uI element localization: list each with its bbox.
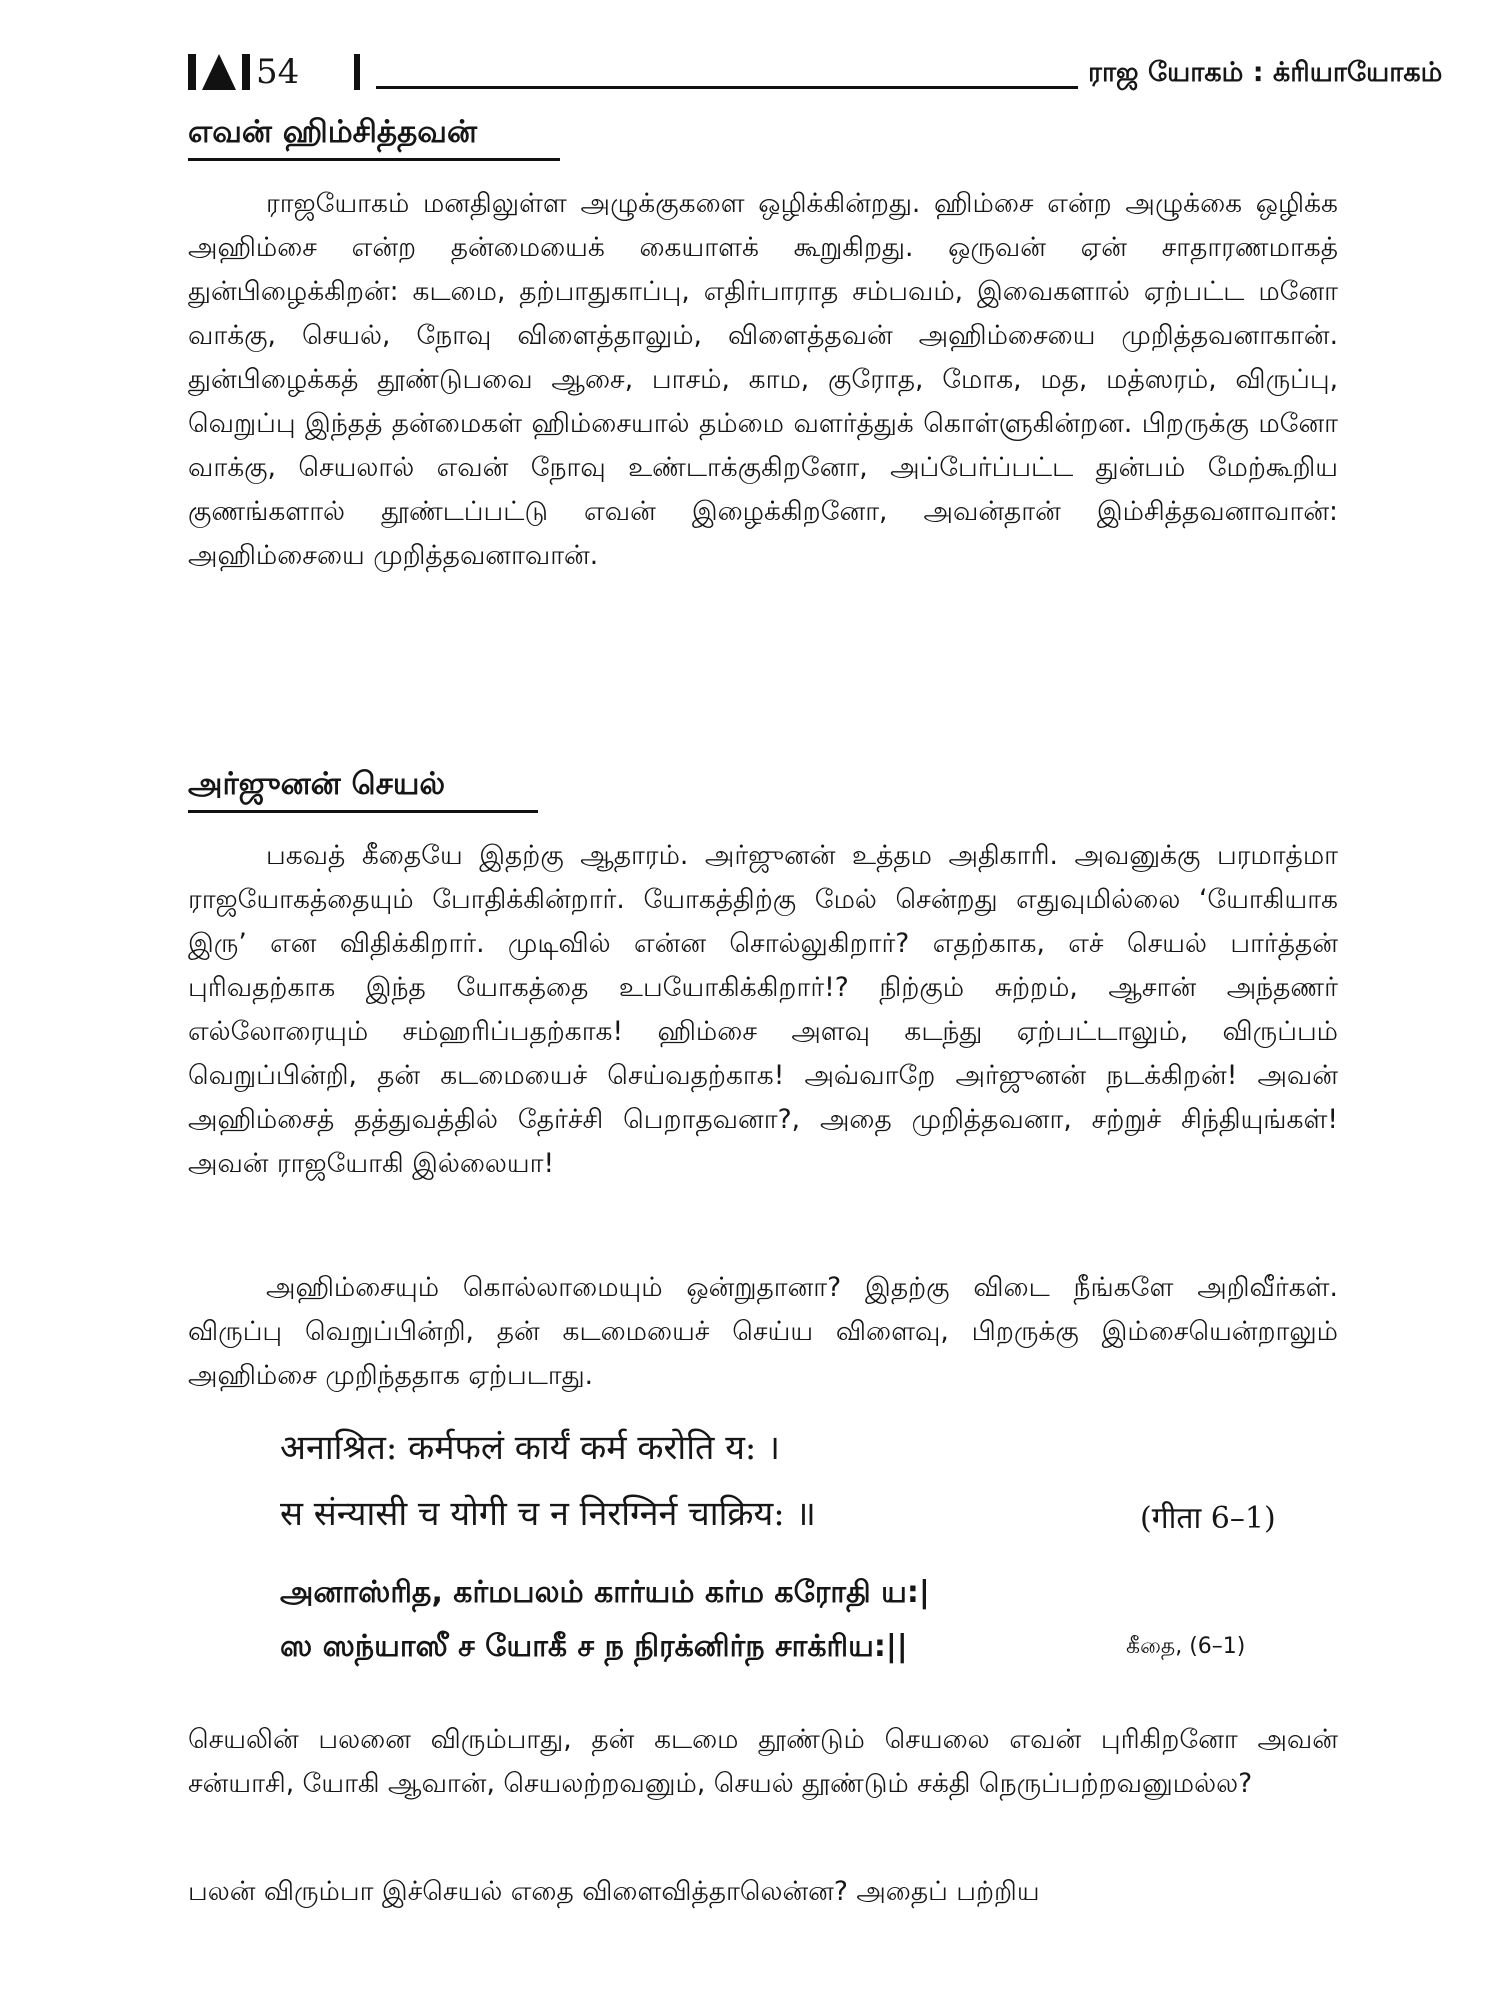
tamil-transliteration-line: அனாஸ்ரித, கர்மபலம் கார்யம் கர்ம கரோதி ய:|: [280, 1575, 930, 1610]
header-rule: [376, 86, 1078, 89]
header-bar: [354, 54, 360, 90]
sanskrit-verse-line: स संन्यासी च योगी च न निरग्निर्न चाक्रिय: ॥: [280, 1494, 816, 1534]
paragraph: பலன் விரும்பா இச்செயல் எதை விளைவித்தாலென்ன? அதைப் பற்றிய: [188, 1876, 1040, 1907]
running-header: [188, 50, 1443, 98]
tamil-transliteration-line: ஸ ஸந்யாஸீ ச யோகீ ச ந நிரக்னிர்ந சாக்ரிய:||: [280, 1629, 908, 1664]
section-heading: எவன் ஹிம்சித்தவன்: [188, 114, 478, 150]
heading-underline: [188, 810, 538, 813]
paragraph: அஹிம்சையும் கொல்லாமையும் ஒன்றுதானா? இதற்கு விடை நீங்களே அறிவீர்கள். விருப்பு வெறுப்பின்றி, தன் கடமையைச் செய்ய விளைவு, பிறருக்கு இம்சையென்றாலும் அஹிம்சை முறிந்ததாக ஏற்படாது.: [188, 1272, 1338, 1391]
page-number: 54: [256, 52, 300, 92]
paragraph: பகவத் கீதையே இதற்கு ஆதாரம். அர்ஜுனன் உத்தம அதிகாரி. அவனுக்கு பரமாத்மா ராஜயோகத்தையும் போதிக்கின்றார். யோகத்திற்கு மேல் சென்றது எதுவுமில்லை ‘யோகியாக இரு’ என விதிக்கிறார். முடிவில் என்ன சொல்லுகிறார்? எதற்காக, எச் செயல் பார்த்தன் புரிவதற்காக இந்த யோகத்தை உபயோகிக்கிறார்!? நிற்கும் சுற்றம், ஆசான் அந்தணர் எல்லோரையும் சம்ஹரிப்பதற்காக! ஹிம்சை அளவு கடந்து ஏற்பட்டாலும், விருப்பம் வெறுப்பின்றி, தன் கடமையைச் செய்வதற்காக! அவ்வாறே அர்ஜுனன் நடக்கிறன்! அவன் அஹிம்சைத் தத்துவத்தில் தேர்ச்சி பெறாதவனா?, அதை முறித்தவனா, சற்றுச் சிந்தியுங்கள்! அவன் ராஜயோகி இல்லையா!: [188, 840, 1338, 1179]
publisher-logo-icon: [188, 52, 250, 92]
sanskrit-verse-line: अनाश्रित: कर्मफलं कार्यं कर्म करोति य: ।: [280, 1428, 781, 1468]
running-title: ராஜ யோகம் : க்ரியாயோகம்: [1088, 57, 1443, 88]
sanskrit-verse-reference: (गीता 6–1): [1140, 1501, 1276, 1536]
section-heading: அர்ஜுனன் செயல்: [188, 766, 446, 802]
paragraph: ராஜயோகம் மனதிலுள்ள அழுக்குகளை ஒழிக்கின்றது. ஹிம்சை என்ற அழுக்கை ஒழிக்க அஹிம்சை என்ற தன்மையைக் கையாளக் கூறுகிறது. ஒருவன் ஏன் சாதாரணமாகத் துன்பிழைக்கிறன்: கடமை, தற்பாதுகாப்பு, எதிர்பாராத சம்பவம், இவைகளால் ஏற்பட்ட மனோ வாக்கு, செயல், நோவு விளைத்தாலும், விளைத்தவன் அஹிம்சையை முறித்தவனாகான். துன்பிழைக்கத் தூண்டுபவை ஆசை, பாசம், காம, குரோத, மோக, மத, மத்ஸரம், விருப்பு, வெறுப்பு இந்தத் தன்மைகள் ஹிம்சையால் தம்மை வளர்த்துக் கொள்ளுகின்றன. பிறருக்கு மனோ வாக்கு, செயலால் எவன் நோவு உண்டாக்குகிறனோ, அப்பேர்ப்பட்ட துன்பம் மேற்கூறிய குணங்களால் தூண்டப்பட்டு எவன் இழைக்கிறனோ, அவன்தான் இம்சித்தவனாவான்: அஹிம்சையை முறித்தவனாவான்.: [188, 188, 1338, 571]
heading-underline: [188, 158, 560, 161]
tamil-verse-reference: கீதை, (6–1): [1126, 1634, 1246, 1659]
paragraph: செயலின் பலனை விரும்பாது, தன் கடமை தூண்டும் செயலை எவன் புரிகிறனோ அவன் சன்யாசி, யோகி ஆவான், செயலற்றவனும், செயல் தூண்டும் சக்தி நெருப்பற்றவனுமல்ல?: [188, 1724, 1338, 1799]
